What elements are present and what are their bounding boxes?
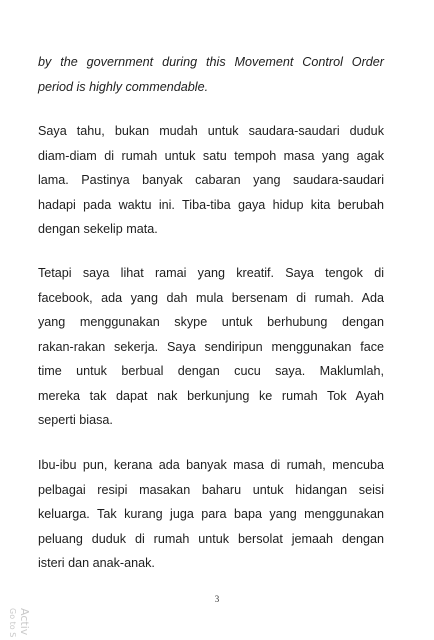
text-line: isteri dan anak-anak.: [38, 556, 155, 570]
text-line: diam-diam di rumah untuk satu tempoh masa yang agak: [38, 148, 384, 163]
text-line: yang menggunakan skype untuk berhubung dengan: [38, 315, 384, 329]
text-line: rakan-rakan sekerja. Saya sendiripun menggunakan face: [38, 339, 384, 354]
text-line: keluarga. Tak kurang juga para bapa yang menggunakan: [38, 507, 384, 521]
text-line: Tetapi saya lihat ramai yang kreatif. Saya tengok di: [38, 266, 384, 280]
text-line: dengan sekelip mata.: [38, 222, 158, 236]
text-line: time untuk berbual dengan cucu saya. Maklumlah,: [38, 364, 384, 378]
text-line: Saya tahu, bukan mudah untuk saudara-saudari duduk: [38, 124, 384, 138]
text-line: mereka tak dapat nak berkunjung ke rumah Tok Ayah: [38, 388, 384, 403]
page-number: 3: [214, 594, 220, 604]
text-line: lama. Pastinya banyak cabaran yang saudara-saudari: [38, 173, 384, 187]
watermark-line: Activ: [18, 608, 31, 636]
text-line: pelbagai resipi masakan baharu untuk hidangan seisi: [38, 482, 384, 497]
watermark-line: Go to S: [8, 608, 17, 638]
text-line: hadapi pada waktu ini. Tiba-tiba gaya hidup kita berubah: [38, 197, 384, 212]
activation-watermark: [6, 608, 30, 637]
paragraph-challenges: [38, 119, 384, 242]
text-line: facebook, ada yang dah mula bersenam di rumah. Ada: [38, 290, 384, 305]
text-line: Ibu-ibu pun, kerana ada banyak masa di rumah, mencuba: [38, 458, 384, 472]
text-line: peluang duduk di rumah untuk bersolat jemaah dengan: [38, 531, 384, 546]
paragraph-families: [38, 453, 384, 576]
text-line: by the government during this Movement Control Order: [38, 55, 384, 69]
paragraph-creative: [38, 261, 384, 433]
text-line: period is highly commendable.: [38, 79, 209, 94]
paragraph-english-closing: [38, 50, 384, 99]
text-line: seperti biasa.: [38, 413, 113, 427]
